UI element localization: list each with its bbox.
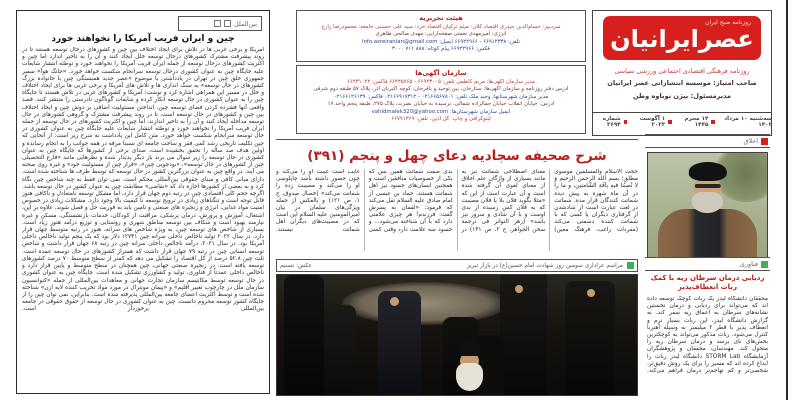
photo-ground-area: [342, 282, 508, 325]
mourner-figure: [284, 275, 324, 396]
article-body: حجت الاسلام والمسلمین موسوی مطلق؛ بسم الله الرحمن الرحیم وَ لا تُصِبْنا فیهِ بِآفَةِ الشّامتین، و ما را در آن ماه شهره به پیش دیده شماتت کنندگان قرار مده. شماتت در لغت عبارت است از شادشدن از گرفتاری دیگران یا کسی که با شماتت کننده دشمنی می‌کند (مفردات راغب، فرهنگ معین) معنای اصطلاحی شماتت نیز به مانند بسیاری از واژگان علم اخلاق از معنای لغوی آن گرفته شده است و آن عبارت است از این که «مثلا بگوید فلان بلا یا فلان مصیبت که به فلان کس رسیده از بدی اوست و با آن شادی و سرور نیز باشد» (زهر التواتر فی ترجمة سخن الجواهر، ج ۲، ص ۱۳۱) در بدی صفت شماتت همین بس که یکی از خصوصیات منافقین است و همچنین انسان‌های حسود نیز اهل شماتت هستند. حماد بن عیسی از امام صادق علیه السلام نقل می‌کند که فرمود: «لقمان به پسرش گفت: فرزندم! هر چیزی علامتی دارد که با آن شناخته می‌شود... و حسود سه علامت دارد وقتی کسی غایب است غیبت او را می‌کند و چون حضور داشته باشد چاپلوسی او را می‌کند و مصیبت زده را شماتت می‌کند» (خصال صدوق، ج ۱، ص ۱۲۱) و بالعکس از جمله ویژگی‌های سلمان در بیان امیرالمومنین علیه السلام این است که در مصیبت‌های دیگران اهل شماتت نیستند.: [276, 169, 638, 233]
mourner-figure: [500, 274, 547, 396]
dateline-issue-number: شماره ۳۶۹۴: [602, 115, 621, 128]
ads-office-title: سازمان آگهی‌ها: [415, 69, 467, 77]
article-headline: شرح صحیفه سجادیه دعای چهل و پنجم (۳۹۱): [307, 148, 607, 164]
dateline-date: سه‌شنبه ۱۰ مرداد ۱۴۰۲: [724, 115, 772, 128]
editorial-contact-line: فکس: ۶۶۹۲۲۹۶۶ پیام کوتاه: ۸۸۸ ۷۱۱ ۳۰۰۰: [392, 46, 490, 53]
dateline-gregorian: ۱ آگوست ۲۰۲۳: [639, 115, 666, 128]
mourner-face: [515, 285, 523, 293]
section-tab-international: [178, 16, 262, 31]
ads-line: مدیر سازمان شهرستانها: وحید ملک تلفن: ۰۲۱۶۶۵۶۷۸۰۱ - ۰۲۱۶۶۹۱۷۳۱۲ فاکس: ۰۲۱۶۶۱۲۶۱۳۹: [333, 93, 549, 100]
article-headline: ردیابی درمان سرطان ریه با کمک ربات انعطاف‌پذیر: [650, 274, 765, 291]
cleric-turban: [688, 162, 726, 181]
brand-logo: [603, 16, 761, 60]
section-label: فناوری: [739, 260, 758, 268]
editorial-contact-line: تلفن: ۶۶۹۱۲۳۳۸ - ۶۶۹۲۲۹۶۶ ایمیل: info.asreiranian@gmail.com: [362, 38, 520, 45]
right-column: [645, 134, 770, 394]
ads-line: لیتوگرافی و چاپ: گل آذین، تلفن: ۶۶۷۹۱۳۶۹: [391, 116, 491, 123]
editorial-board-box: [296, 10, 586, 62]
photo-caption-bar: [276, 259, 638, 272]
mourning-photo: [276, 274, 638, 396]
horizontal-divider: [276, 139, 638, 140]
owner-line: صاحب امتیاز: موسسه انتشاراتی عصر ایرانیان: [607, 79, 757, 87]
ads-line: مدیر سازمان آگهی‌ها: مریم کاظمی تلفن: ۶۶۹۲۳۰۰۵ - ۶۶۴۳۵۷۶۵ فاکس: ۶۶۴۳۱۰۲۲: [347, 79, 535, 85]
photo-caption: مراسم عزاداری سومین روز شهادت امام حسین(ع) در بازار تبریز: [466, 262, 623, 269]
brand-logo-title: عصرایرانیان: [610, 25, 754, 53]
ads-office-box: [296, 65, 586, 134]
ads-line: آدرس: خیابان انقلاب خیابان جمالزاده شمالی، نرسیده به خیابان نصرت، پلاک ۲۷۵، طبقه پنجم واحد ۱۷: [327, 101, 555, 108]
article-body: [22, 47, 264, 377]
separator-square-icon: [624, 120, 627, 124]
separator-square-icon: [668, 120, 671, 124]
ads-line: ایمیل سازمان شهرستان‌ها: vahidmalek320@yahoo.com: [371, 108, 511, 115]
mourner-figure: [378, 291, 421, 396]
hollow-square-icon: [214, 20, 221, 27]
section-strip-technology: [645, 257, 770, 271]
ads-line: آدرس دفتر روزنامه و سازمان آگهی‌ها: ستارخان، بین توحید و باقرخان، کوچه اکبریان آذر، پلاک ۵۷ طبقه دوم شرقی: [313, 86, 569, 93]
article-paragraph: در واقع چین به عنوان بزرگترین کشور در حال توسعه که توسط طرف ها شناخته شده است، دارای مبانی کافی و مبنای حقوقی بین‌المللی محکم است. نمی توان فقط به چند شاخص چین نگاه کرد و به بعضی از کشورها اجازه داد که «تقاضی» مطابقت چین به عنوان کشور در حال توسعه باشد. اگرچه حجم کلی اقتصادی چین در رتبه دوم جهان قرار دارد، اما مشکل توسعه نامتعادل و ناکافی هنوز قابل توجه است و تنگناهای زیادی در ترویج توسعه با کیفیت بالا وجود دارد. مشکلات زیادی در خصوص امنیت مواد غذایی، انرژی و زنجیره های صنعتی و تامین باید به فوریت حل و فصل شوند. علاوه بر این، اشتغال، آموزش و پرورش، درمان پزشکی، مراقبت از کودکان، خدمات بازنشستگی، مسکن و غیره نیازمند بهبود است و شکاف بین توسعه مناطق شهری و روستایی و توزیع درآمد هنوز زیاد است. بسیاری از شاخص های توسعه چین، به ویژه شاخص های سرانه، هنوز در رتبه متوسط جهان قرار دارد. در سال ۲۰۲۲ تولید ناخالص داخلی سرانه چین ۱۲۷۴۱ دلار بود که یک پنجم تولید ناخالص داخلی آمریکا بود. در سال ۲۰۲۱، درآمد ناخالص داخلی سرانه چین در رتبه ۶۸ جهان قرار داشت و شاخص توسعه انسانی چین در رتبه ۷۹ جهان قرار داشت که همتراز کشورهای در حال توسعه عمده است. ثلث چین ۵۲.۸ درصد از کل اقتصاد را تشکیل می دهد که کمتر از سطح متوسط ۷۰ درصد کشورهای توسعه یافته است. در زنجیره صنعتی جهانی، چین همچنان در سطح متوسط و پایین قرار دارد و ناخالص داخلی عمدتاً از فناوری، تولید و کشاورزی تشکیل شده است. جایگاه چین به عنوان کشوری در حال توسعه توسط مکانیسم سازمان تجارت جهانی و معاهدات بین‌المللی از جمله «کنوانسیون سازمان ملل در چارچوب تغییر اقلیم» و «پیمان مونترال در مورد مواد تخریب کننده لایه ازن» شناخته شده است و توسط اکثریت اعضای جامعه بین‌المللی پذیرفته شده است. بنابراین، نمی توان چین را از جایگاه کشور توسعه محروم دانست. چین به عنوان کشوری در حال توسعه از حقوق حقوقی در جامعه بین‌المللی برخوردار است.: [22, 169, 264, 313]
dateline-hijri: ۱۴ محرم ۱۴۴۵: [684, 115, 709, 128]
article-headline: چین و ایران فریب آمریکا را نخواهند خورد: [51, 34, 235, 44]
page-edge-divider: [786, 0, 788, 400]
editorial-area: [296, 10, 586, 134]
photo-credit: عکس: تسنیم: [280, 262, 312, 269]
caption-square-icon: [627, 262, 634, 269]
article-paragraph: آمریکا و برخی غربی ها در تلاش برای ایجاد اختلاف بین چین و کشورهای درحال توسعه هستند تا در روند پیشرفت مشترک کشورهای درحال توسعه خلل ایجاد کنند و آن را به تاخیر اندازد اما چین و اکثریت کشورهای درحال توسعه از جمله ایران فریب آمریکا را نخواهند خورد و توطئه انتشار شایعات علیه جایگاه چین به عنوان کشوری درحال توسعه سرانجام شکست خواهد خورد. «جانگ هوآ» سفیر جمهوری خلق چین در تهران در یادداشتی با موضوع «عصر جدید همبستگی چین با خانواده بزرگ کشورهای در حال توسعه» به سنگ اندازی ها و تلاش های آمریکا و برخی غربی ها برای ایجاد اختلاف و خلل در مسیر این همراهی اشاره کرد و نوشت: آمریکا و کشورهای غربی در تلاش هستند تا جایگاه چین را به عنوان کشوری در حال توسعه انکار کرده و شایعات گوناگون نادرستی را منتشر کنند. قصد واقعی آنها فشرده کردن فضای توسعه چین، انداختن مسئولیت اضافی بر دوش چین و ایجاد اختلاف بین چین و کشورهای در حال توسعه است، تا در روند پیشرفت مشترک و گروهی کشورهای در حال توسعه مداخله ایجاد کنند و آن را به تاخیر اندازند. اما چین و اکثریت کشورهای در حال توسعه از جمله ایران فریب آمریکا را نخواهند خورد و توطئه انتشار شایعات علیه جایگاه چین به عنوان کشوری در حال توسعه سرانجام شکست خواهد خورد. متن کامل این یادداشت به شرح زیر است: از آنجایی که چین تکلیف تاریخی رشد کمی فقر و ساخت جامعه ای نسبتا مرفه در همه جوانب را به انجام رسانده و اولین هدف صد ساله را تحقق بخشیده است، صدای برخی از کشورها که جایگاه چین به عنوان کشوری در حال توسعه را زیر سوال می برند باز دیگر پدیدار شده و نظرهایی مانند «فارغ التحصیلی چین از کشورهای در حال توسعه»، «بودجویی چین»، «فرار چین از مسئولیت خود» و غیره روی صحنه می آیند.: [22, 47, 264, 176]
mourner-face: [390, 297, 399, 306]
elder-mourner: [446, 342, 493, 395]
cleric-head: [687, 162, 727, 210]
brand-logo-small-tag: روزنامه صبح ایران: [705, 19, 751, 26]
mourner-figure: [324, 305, 356, 396]
section-label: اخلاق: [743, 137, 758, 145]
glasses-icon: [695, 184, 721, 188]
dateline: [592, 112, 772, 130]
cleric-robe: [658, 209, 758, 258]
separator-square-icon: [711, 120, 714, 124]
editorial-line: انرژی: امیرمهدی نعمتی صفحه‌آرایی: مهدی صالحی طاهری: [375, 31, 507, 38]
cleric-photo: [647, 152, 768, 258]
mourner-figure: [565, 281, 615, 396]
section-strip-ethics: [645, 134, 770, 148]
director-line: مدیرمسئول: بیژن نوباوه وطن: [632, 92, 732, 100]
section-square-icon: [761, 261, 768, 268]
article-body: محققان دانشگاه لیدز یک ربات کوچک توسعه داده اند که می‌تواند برای ردیابی و درمان نخستین نشانه‌های سرطان به اعماق ریه سفر کند. به گزارش دانشگاه لیدز، این ربات بسیار نرم و انعطاف پذیر با قطر ۲ میلیمتر به وسیله آهنربا کنترل می‌شود. ربات مذکور می‌تواند به کوچکترین بخش‌های نای برسد و درمان سرطان ریه را متحول کند. مهندسان، محققان و پژوهشگران آزمایشگاه STORM Lab دانشگاه لیدز ربات را ابداع کرده اند که مسیر را برای یک روش دقیق‌تر، شخصی‌تر و کم تهاجم‌تر درمان فراهم می‌کند.: [647, 296, 768, 375]
elder-beard: [456, 363, 482, 390]
section-square-icon: [761, 138, 768, 145]
elder-cap: [459, 342, 480, 356]
article-international: [16, 10, 270, 394]
masthead-tagline: روزنامه فرهنگی اقتصادی اجتماعی ورزشی سیاسی: [614, 67, 750, 75]
editorial-board-title: هیئت تحریریه: [419, 14, 463, 22]
masthead: [592, 10, 772, 136]
editorial-line: سردبیر: حسام‌الدین حیدری اقتصاد کلان: میثم ترکیان اقتصاد خرد: سید علی حسینی جامعه: محمودرضا زارع: [321, 24, 561, 30]
mourner-face: [587, 289, 595, 297]
section-label: بین‌الملل: [234, 19, 257, 28]
cleric-beard: [692, 192, 723, 213]
article-sahifeh: [276, 142, 638, 394]
hollow-square-icon: [224, 20, 231, 27]
